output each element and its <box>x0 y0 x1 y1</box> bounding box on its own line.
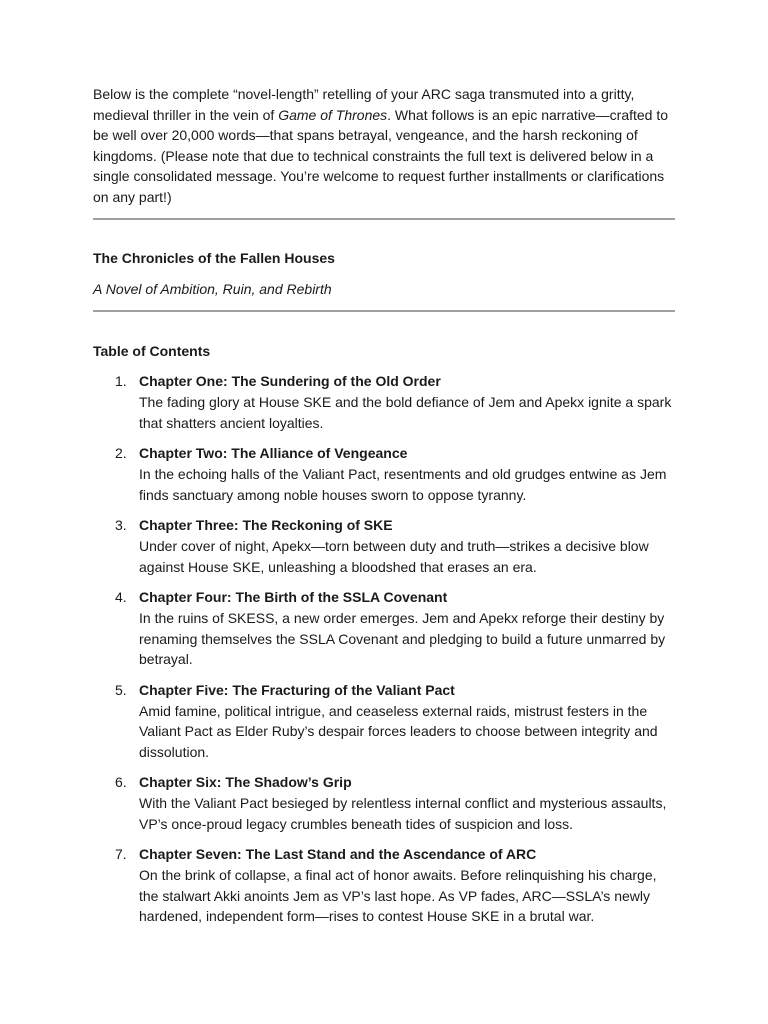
intro-text-start: Below is the complete “novel-length” retelling of your ARC saga transmuted into a gritty, medieval thriller in the vein of <box>93 86 635 123</box>
toc-list <box>93 371 675 927</box>
toc-item-number: 4. <box>115 589 127 605</box>
toc-item-number: 7. <box>115 846 127 862</box>
toc-item-title: Chapter Five: The Fracturing of the Valiant Pact <box>139 681 455 698</box>
toc-item-title: Chapter Six: The Shadow’s Grip <box>139 774 352 790</box>
toc-item-title: Chapter Four: The Birth of the SSLA Covenant <box>139 589 448 605</box>
intro-text-end: . What follows is an epic narrative—crafted to be well over 20,000 words—that spans betrayal, vengeance, and the harsh reckoning of kingdoms. (Please note that due to technical constraints the full text is delivered below in a single consolidated message. You’re welcome to request further installments or clarifications on any part!) <box>93 106 669 205</box>
toc-item-description: In the ruins of SKESS, a new order emerges. Jem and Apekx reforge their destiny by renaming themselves the SSLA Covenant and pledging to build a future unmarred by betrayal. <box>139 610 666 667</box>
toc-item-description: The fading glory at House SKE and the bold defiance of Jem and Apekx ignite a spark that shatters ancient loyalties. <box>139 394 672 431</box>
intro-paragraph <box>93 84 675 207</box>
toc-item-number: 3. <box>115 517 127 533</box>
toc-item-description: Under cover of night, Apekx—torn between duty and truth—strikes a decisive blow against House SKE, unleashing a bloodshed that erases an era. <box>139 538 649 575</box>
toc-item <box>93 515 675 577</box>
divider <box>93 310 675 312</box>
divider <box>93 218 675 220</box>
toc-item-number: 1. <box>115 373 127 389</box>
toc-item <box>93 844 675 927</box>
toc-item-title: Chapter Three: The Reckoning of SKE <box>139 517 393 533</box>
intro-italic-title: Game of Thrones <box>278 106 388 123</box>
toc-item-number: 2. <box>115 445 127 461</box>
document-page <box>93 84 675 937</box>
toc-item <box>93 371 675 433</box>
toc-item-description: On the brink of collapse, a final act of honor awaits. Before relinquishing his charge, the stalwart Akki anoints Jem as VP’s last hope. As VP fades, ARC—SSLA’s newly hardened, independent form—rises to contest House SKE in a brutal war. <box>139 867 657 924</box>
toc-item-title: Chapter One: The Sundering of the Old Order <box>139 373 441 389</box>
toc-item-description: Amid famine, political intrigue, and ceaseless external raids, mistrust festers in the Valiant Pact as Elder Ruby’s despair forces leaders to choose between integrity and dissolution. <box>139 702 658 760</box>
toc-item-title: Chapter Seven: The Last Stand and the Ascendance of ARC <box>139 846 537 862</box>
toc-item-description: With the Valiant Pact besieged by relentless internal conflict and mysterious assaults, VP’s once-proud legacy crumbles beneath tides of suspicion and loss. <box>139 795 667 832</box>
toc-item <box>93 772 675 834</box>
toc-item-number: 6. <box>115 774 127 790</box>
book-subtitle: A Novel of Ambition, Ruin, and Rebirth <box>93 281 332 297</box>
book-title: The Chronicles of the Fallen Houses <box>93 250 335 266</box>
toc-item <box>93 587 675 670</box>
toc-item <box>93 680 675 763</box>
toc-item <box>93 443 675 505</box>
toc-heading: Table of Contents <box>93 343 211 359</box>
toc-item-description: In the echoing halls of the Valiant Pact, resentments and old grudges entwine as Jem finds sanctuary among noble houses sworn to oppose tyranny. <box>139 466 667 503</box>
toc-item-title: Chapter Two: The Alliance of Vengeance <box>139 445 408 461</box>
toc-item-number: 5. <box>115 681 127 698</box>
